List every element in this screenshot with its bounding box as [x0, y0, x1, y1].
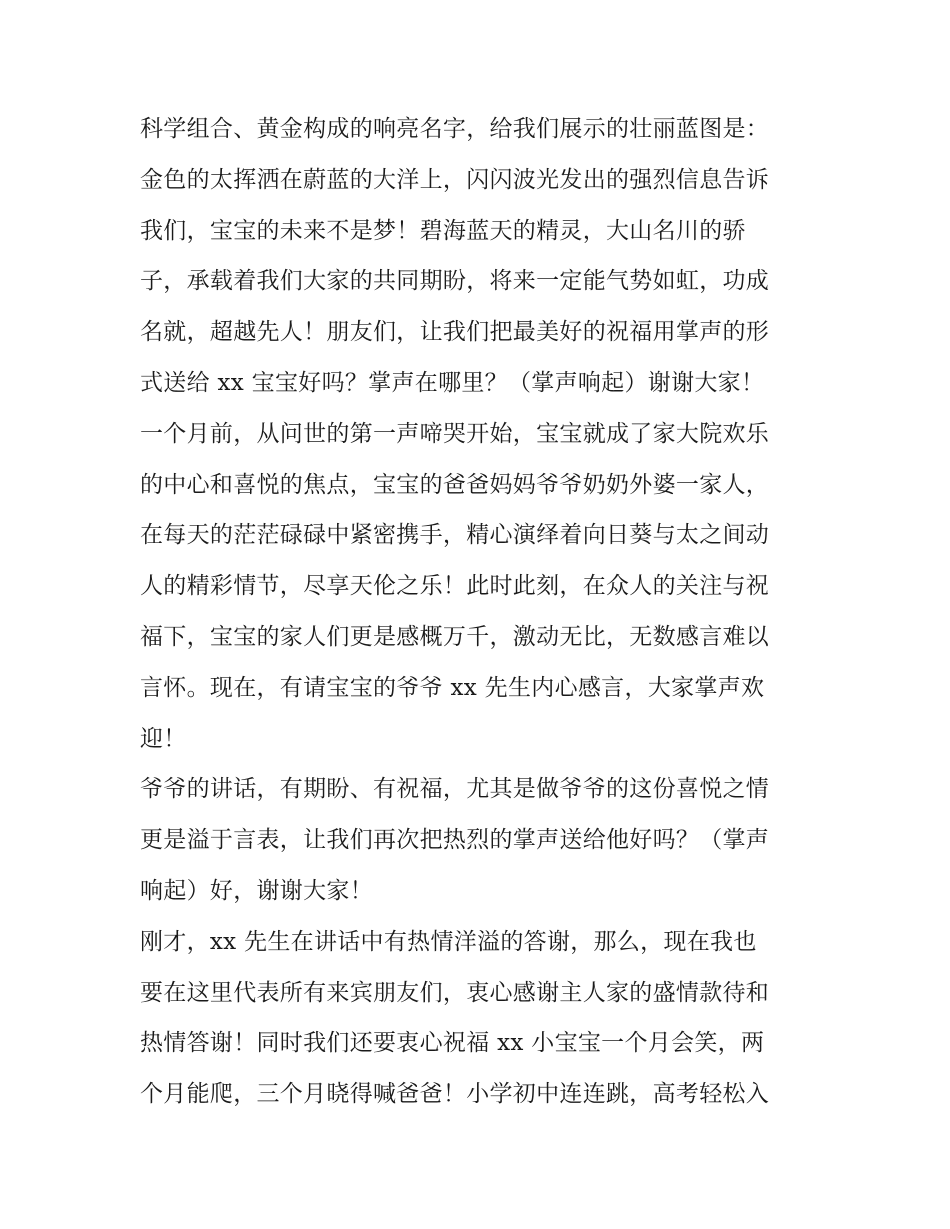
- text-line: 热情答谢！同时我们还要衷心祝福 xx 小宝宝一个月会笑，两: [140, 1030, 765, 1057]
- text-line: 人的精彩情节，尽享天伦之乐！此时此刻，在众人的关注与祝: [140, 573, 770, 600]
- text-line: 要在这里代表所有来宾朋友们，衷心感谢主人家的盛情款待和: [140, 979, 770, 1006]
- text-line: 金色的太挥洒在蔚蓝的大洋上，闪闪波光发出的强烈信息告诉: [140, 166, 770, 193]
- text-line: 我们，宝宝的未来不是梦！碧海蓝天的精灵，大山名川的骄: [140, 217, 746, 244]
- text-line: 言怀。现在，有请宝宝的爷爷 xx 先生内心感言，大家掌声欢: [140, 674, 765, 701]
- text-line: 迎！: [140, 725, 187, 752]
- text-line: 刚才，xx 先生在讲话中有热情洋溢的答谢，那么，现在我也: [140, 928, 757, 955]
- text-line: 科学组合、黄金构成的响亮名字，给我们展示的壮丽蓝图是：: [140, 116, 770, 142]
- text-line: 个月能爬，三个月晓得喊爸爸！小学初中连连跳，高考轻松入: [140, 1081, 770, 1108]
- text-line: 的中心和喜悦的焦点，宝宝的爸爸妈妈爷爷奶奶外婆一家人，: [140, 471, 770, 498]
- text-line: 在每天的茫茫碌碌中紧密携手，精心演绎着向日葵与太之间动: [140, 522, 770, 549]
- text-line: 一个月前，从问世的第一声啼哭开始，宝宝就成了家大院欢乐: [140, 420, 770, 447]
- body-text: [140, 104, 820, 1120]
- text-line: 名就，超越先人！朋友们，让我们把最美好的祝福用掌声的形: [140, 319, 770, 346]
- text-line: 福下，宝宝的家人们更是感概万千，激动无比，无数感言难以: [140, 623, 770, 650]
- text-line: 子，承载着我们大家的共同期盼，将来一定能气势如虹，功成: [140, 268, 770, 295]
- text-line: 更是溢于言表，让我们再次把热烈的掌声送给他好吗？（掌声: [140, 827, 770, 854]
- text-line: 爷爷的讲话，有期盼、有祝福，尤其是做爷爷的这份喜悦之情: [140, 776, 770, 803]
- text-line: 式送给 xx 宝宝好吗？掌声在哪里？（掌声响起）谢谢大家！: [140, 369, 765, 396]
- text-line: 响起）好，谢谢大家！: [140, 877, 373, 904]
